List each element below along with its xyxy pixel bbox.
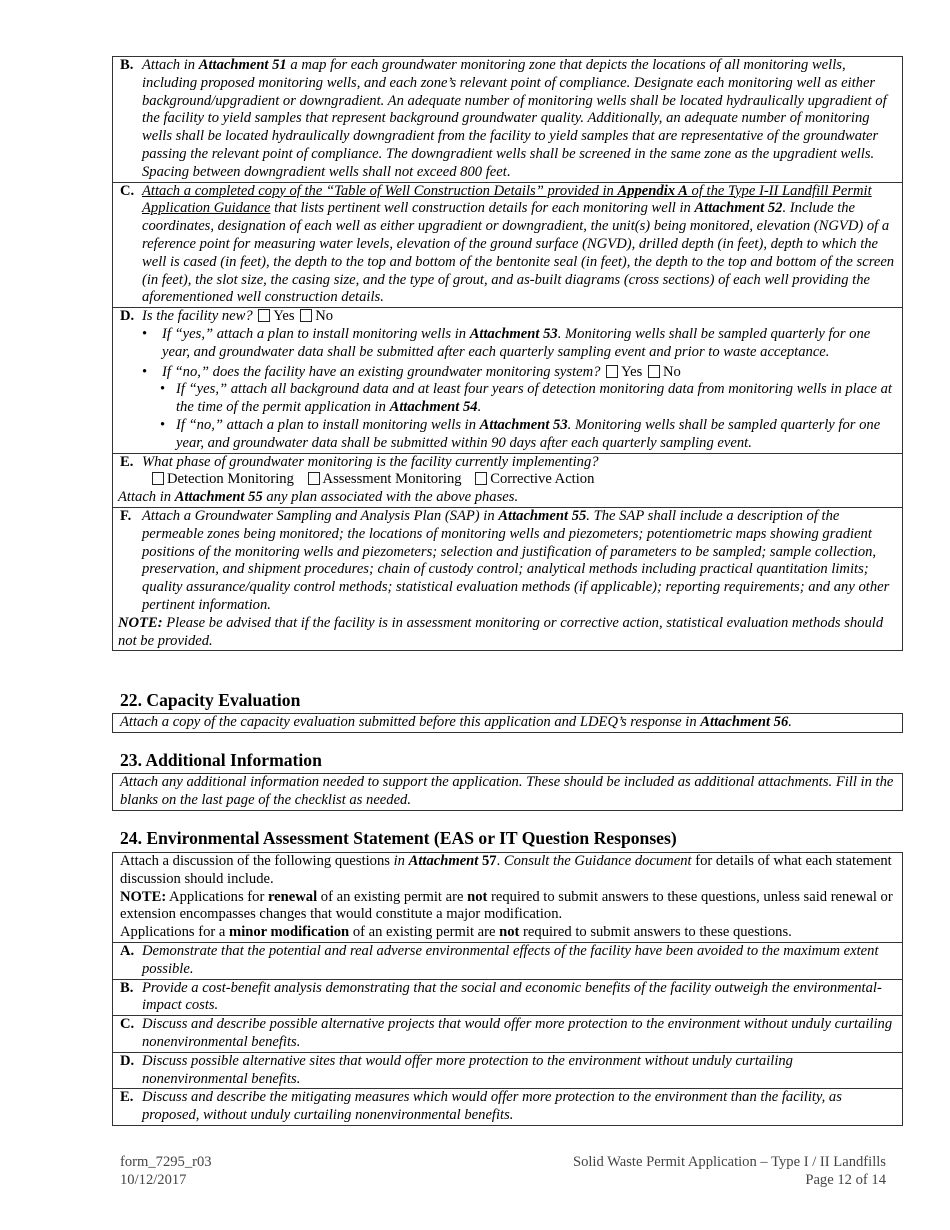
minor-modification-note — [120, 924, 897, 942]
item-text: . — [788, 714, 792, 730]
note-emphasis: renewal — [267, 888, 318, 905]
note-text: Applications for — [166, 888, 268, 905]
page-number: Page 12 of 14 — [805, 1172, 886, 1188]
footer-form-info — [120, 1153, 212, 1189]
form-date: 10/12/2017 — [120, 1172, 187, 1188]
groundwater-monitoring-table — [112, 56, 903, 651]
note-emphasis: not — [467, 888, 488, 905]
item-letter: D. — [120, 1052, 135, 1069]
item-letter: C. — [120, 182, 135, 199]
item-b — [113, 57, 902, 182]
intro-text: . — [496, 853, 504, 869]
additional-information-text: Attach any additional information needed to support the application. These should be included as additional attachments. Fill in the blanks on the last page of the checklist as needed. — [120, 774, 894, 808]
item-text: any plan associated with the above phases. — [262, 489, 519, 506]
item-text: . The SAP shall include a description of the permeable zones being monitored; the locations of monitoring wells and piezometers; potentiometric maps showing gradient positions of the monitoring wells and piezometers; selection and justification of parameters to be sampled; sample collection, preservation, and shipment procedures; chain of custody control; analytical methods including practical quantitation limits; quality assurance/quality control methods; statistical evaluation methods (if applicable); reporting requirements; and any other pertinent information. — [142, 507, 890, 613]
item-d — [113, 307, 902, 452]
item-text: Attach a copy of the capacity evaluation submitted before this application and LDEQ’s response in — [120, 714, 701, 730]
note-text: Applications for a — [120, 924, 230, 941]
facility-new-yes-checkbox[interactable] — [258, 309, 270, 322]
sub-bullet-item — [120, 417, 897, 453]
corrective-action-checkbox[interactable] — [475, 472, 487, 485]
item-text: Attach in — [118, 489, 175, 506]
section-heading-additional-information: 23. Additional Information — [120, 750, 322, 770]
item-text: If “no,” attach a plan to install monitoring wells in — [176, 416, 480, 433]
item-text: . — [506, 163, 511, 180]
attachment-ref: Attachment 51 — [198, 57, 287, 73]
attachment-ref: Attachment 55 — [174, 489, 263, 506]
item-text: Attach a Groundwater Sampling and Analysis Plan (SAP) in — [142, 507, 499, 524]
attachment-ref: Attachment 55 — [498, 507, 587, 524]
attachment-ref: Attachment 54 — [389, 399, 478, 416]
form-id: form_7295_r03 — [120, 1154, 212, 1170]
guidance-link-text: Attach a completed copy of the “Table of Well Construction Details” provided in — [142, 182, 618, 199]
document-title: Solid Waste Permit Application – Type I / II Landfills — [572, 1154, 886, 1170]
item-text: . Monitoring wells shall be sampled quarterly for one year, and groundwater data shall be submitted after each quarterly sampling event and prior to waste acceptance. — [162, 325, 871, 360]
item-e — [113, 453, 902, 507]
section-heading-capacity-evaluation: 22. Capacity Evaluation — [120, 690, 301, 710]
checkbox-label: Assessment Monitoring — [322, 471, 462, 488]
checkbox-label: Yes — [273, 308, 295, 325]
item-text: Attach in — [142, 57, 199, 73]
item-f — [113, 507, 902, 650]
checkbox-label: No — [663, 363, 681, 380]
monitoring-phase-options — [120, 471, 897, 489]
question-text: Demonstrate that the potential and real adverse environmental effects of the facility have been avoided to the maximum extent possible. — [142, 942, 879, 977]
attachment-ref: Attachment 52 — [694, 200, 783, 217]
sap-note — [118, 615, 897, 651]
guidance-ref: Consult the Guidance document — [503, 853, 692, 869]
note-text: required to submit answers to these questions. — [519, 924, 792, 941]
checkbox-label: Detection Monitoring — [167, 471, 294, 488]
eas-question-d — [113, 1052, 902, 1089]
question-text: Provide a cost-benefit analysis demonstrating that the social and economic benefits of the facility outweigh the environmental-impact costs. — [142, 979, 882, 1014]
eas-question-c — [113, 1015, 902, 1052]
note-label: NOTE: — [118, 614, 163, 631]
item-letter: A. — [120, 942, 135, 959]
eas-intro — [113, 853, 902, 942]
item-letter: E. — [120, 453, 134, 470]
item-text: . — [477, 399, 482, 416]
guidance-link-text: of the Type I-II Landfill Permit Application Guidance — [142, 182, 872, 217]
capacity-evaluation-box — [112, 713, 903, 733]
item-text: that lists pertinent well construction details for each monitoring well in — [270, 200, 695, 217]
note-emphasis: minor modification — [229, 924, 350, 941]
item-letter: B. — [120, 57, 134, 73]
question-text: Discuss and describe possible alternative projects that would offer more protection to the environment without unduly curtailing nonenvironmental benefits. — [142, 1016, 893, 1050]
item-letter: B. — [120, 979, 134, 996]
existing-system-yes-checkbox[interactable] — [606, 365, 618, 378]
facility-new-no-checkbox[interactable] — [300, 309, 312, 322]
eas-question-b — [113, 979, 902, 1016]
eas-question-a — [113, 942, 902, 979]
item-c — [113, 182, 902, 308]
question-text: Is the facility new? — [142, 308, 253, 325]
note-text: required to submit answers to these questions, unless said renewal or extension encompasses changes that would constitute a major modification. — [120, 888, 893, 923]
item-letter: C. — [120, 1016, 135, 1033]
phase-plan-note — [118, 489, 897, 507]
question-text: Discuss and describe the mitigating measures which would offer more protection to the environment than the facility, as proposed, without unduly curtailing nonenvironmental benefits. — [142, 1089, 842, 1124]
item-text: If “yes,” attach all background data and at least four years of detection monitoring data from monitoring wells in place at the time of the permit application in — [176, 381, 892, 416]
sub-bullet-item — [120, 381, 897, 417]
question-text: What phase of groundwater monitoring is the facility currently implementing? — [142, 453, 599, 470]
eas-intro-text — [120, 853, 897, 889]
question-text: If “no,” does the facility have an existing groundwater monitoring system? — [162, 363, 601, 380]
intro-text: in — [393, 853, 409, 869]
note-text: Please be advised that if the facility is in assessment monitoring or corrective action, statistical evaluation methods should not be provided. — [118, 614, 884, 649]
note-label: NOTE: — [120, 888, 167, 905]
note-text: of an existing permit are — [349, 924, 500, 941]
footer-title-info — [573, 1153, 886, 1189]
attachment-ref: Attachment 56 — [700, 714, 789, 730]
item-text: a map for each groundwater monitoring zone that depicts the locations of all monitoring wells, including proposed monitoring wells, and each zone’s relevant point of compliance. Designate each monitoring well as either background/upgradient or downgradient. An adequate number of monitoring wells shall be located hydraulically upgradient of the facility to yield samples that represent background groundwater quality. Additionally, an adequate number of monitoring wells shall be located hydraulically downgradient from the facility to yield samples that are representative of the groundwater passing the relevant point of compliance. The downgradient wells shall be screened in the same zone as the upgradient wells. Spacing between downgradient wells shall not exceed 800 feet — [142, 57, 887, 180]
item-text: . Monitoring wells shall be sampled quarterly for one year, and groundwater data shall be submitted within 90 days after each quarterly sampling event. — [176, 416, 881, 451]
item-text: If “yes,” attach a plan to install monitoring wells in — [162, 325, 470, 342]
intro-text: Attach a discussion of the following questions — [120, 853, 394, 869]
checkbox-label: Corrective Action — [490, 471, 595, 488]
item-letter: F. — [120, 507, 132, 524]
renewal-note — [120, 889, 897, 925]
additional-information-box — [112, 773, 903, 811]
assessment-monitoring-checkbox[interactable] — [308, 472, 320, 485]
eas-question-e — [113, 1088, 902, 1125]
bullet-item — [120, 326, 897, 362]
note-emphasis: not — [499, 924, 520, 941]
intro-text: for details of what each statement discussion should include. — [120, 853, 892, 887]
appendix-ref: Appendix A — [617, 182, 688, 199]
existing-system-no-checkbox[interactable] — [648, 365, 660, 378]
question-text: Discuss possible alternative sites that would offer more protection to the environment without unduly curtailing nonenvironmental benefits. — [142, 1052, 793, 1087]
note-text: of an existing permit are — [317, 888, 468, 905]
item-letter: E. — [120, 1089, 134, 1106]
section-heading-environmental-assessment: 24. Environmental Assessment Statement (EAS or IT Question Responses) — [120, 828, 677, 848]
environmental-assessment-table — [112, 852, 903, 1126]
capacity-evaluation-text — [113, 714, 902, 732]
bullet-item — [120, 364, 897, 382]
checkbox-label: No — [315, 308, 334, 325]
checkbox-label: Yes — [621, 363, 643, 380]
attachment-ref: Attachment — [408, 853, 479, 869]
attachment-number: 57 — [478, 853, 497, 869]
item-letter: D. — [120, 308, 135, 325]
item-text: . Include the coordinates, designation of each well as either upgradient or downgradient, the unit(s) being monitored, elevation (NGVD) of a reference point for measuring water levels, elevation of the ground surface (NGVD), drilled depth (in feet), depth to which the well is cased (in feet), the depth to the top and bottom of the bentonite seal (in feet), the depth to the top and bottom of the screen (in feet), the slot size, the casing size, and the type of grout, and as-built diagrams (cross sections) of each well providing the aforementioned well construction details. — [142, 200, 895, 306]
detection-monitoring-checkbox[interactable] — [152, 472, 164, 485]
attachment-ref: Attachment 53 — [479, 416, 568, 433]
attachment-ref: Attachment 53 — [469, 325, 558, 342]
